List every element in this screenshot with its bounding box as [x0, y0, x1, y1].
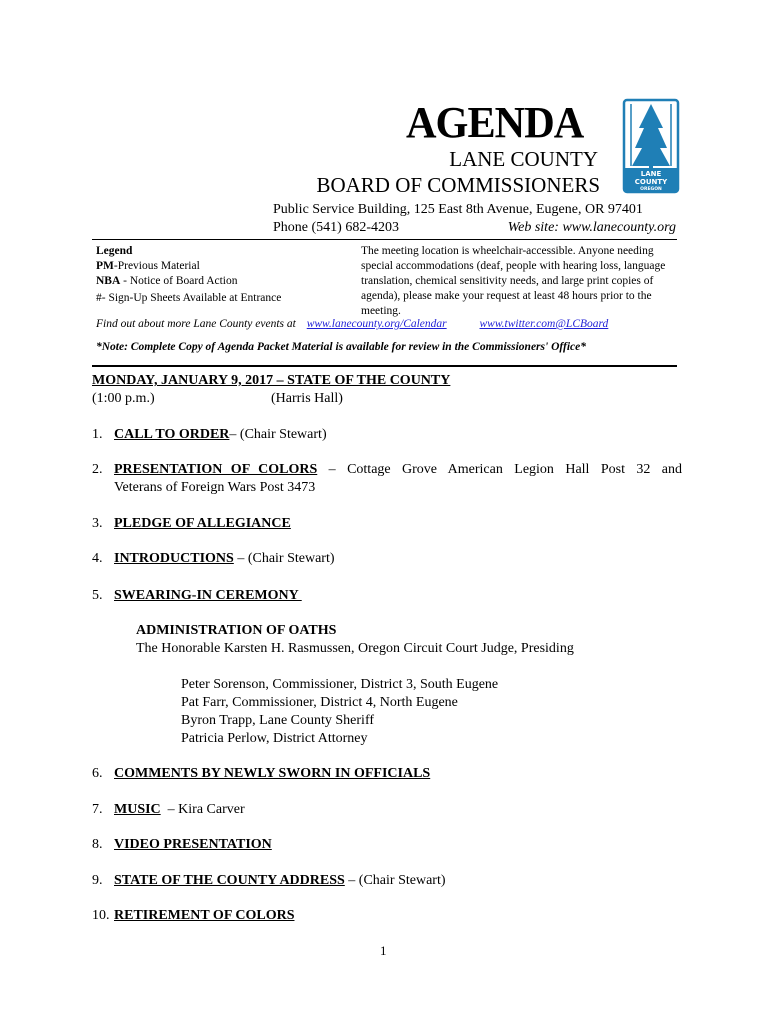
find-out-text: Find out about more Lane County events at — [96, 318, 296, 330]
official-entry: Pat Farr, Commissioner, District 4, North Eugene — [181, 695, 458, 710]
item-title: VIDEO PRESENTATION — [114, 837, 272, 852]
item-detail-continued: Veterans of Foreign Wars Post 3473 — [114, 480, 316, 495]
legend-heading: Legend — [96, 245, 133, 257]
oaths-presiding: The Honorable Karsten H. Rasmussen, Oregon Circuit Court Judge, Presiding — [136, 641, 574, 656]
item-number: 8. — [92, 837, 103, 852]
item-title: RETIREMENT OF COLORS — [114, 908, 295, 923]
events-line — [96, 318, 608, 330]
agenda-item-5 — [92, 587, 302, 605]
item-title: PRESENTATION OF COLORS — [114, 462, 318, 477]
item-number: 9. — [92, 873, 103, 888]
item-detail: – Cottage Grove American Legion Hall Post 32 and — [317, 462, 682, 477]
agenda-item-1 — [92, 426, 327, 444]
item-number: 1. — [92, 427, 103, 442]
legend-pm — [96, 259, 281, 274]
item-detail: – (Chair Stewart) — [344, 873, 446, 888]
legend-nba — [96, 274, 281, 289]
item-number: 6. — [92, 766, 103, 781]
logo-text-oregon: OREGON — [640, 187, 662, 192]
item-number: 10. — [92, 908, 110, 923]
item-number: 5. — [92, 588, 103, 603]
calendar-link[interactable]: www.lanecounty.org/Calendar — [306, 318, 447, 330]
legend-pm-abbr: PM — [96, 260, 114, 272]
agenda-item-2 — [92, 461, 682, 497]
lane-county-logo — [621, 98, 681, 194]
header-divider — [92, 239, 677, 240]
agenda-item-4 — [92, 550, 335, 568]
county-name: LANE COUNTY — [449, 147, 598, 171]
legend-nba-text: - Notice of Board Action — [120, 275, 238, 287]
accessibility-notice: The meeting location is wheelchair-accessible. Anyone needing special accommodations (deaf, people with hearing loss, language translation, chemical sensitivity needs, and large print copies of agenda), please make your request at least 48 hours prior to the meeting. — [361, 245, 666, 317]
legend — [96, 244, 281, 306]
item-detail: – (Chair Stewart) — [233, 551, 335, 566]
item-title: CALL TO ORDER — [114, 427, 230, 442]
agenda-item-10 — [92, 907, 294, 925]
item-detail: – Kira Carver — [160, 802, 245, 817]
agenda-item-3 — [92, 515, 291, 533]
building-address: Public Service Building, 125 East 8th Avenue, Eugene, OR 97401 — [273, 202, 643, 217]
item-title: INTRODUCTIONS — [114, 551, 234, 566]
agenda-title: AGENDA — [406, 98, 584, 147]
page-number: 1 — [380, 943, 387, 958]
item-title: SWEARING-IN CEREMONY — [114, 588, 302, 603]
agenda-item-6 — [92, 765, 430, 783]
legend-pm-text: -Previous Material — [113, 260, 200, 272]
website-text: Web site: www.lanecounty.org — [507, 220, 676, 235]
official-entry: Byron Trapp, Lane County Sheriff — [181, 713, 375, 728]
oaths-heading: ADMINISTRATION OF OATHS — [136, 623, 337, 638]
legend-nba-abbr: NBA — [96, 275, 121, 287]
item-title: STATE OF THE COUNTY ADDRESS — [114, 873, 345, 888]
meeting-location: (Harris Hall) — [271, 391, 343, 406]
agenda-item-7 — [92, 801, 245, 819]
logo-text-lane: LANE — [640, 170, 662, 178]
item-title: PLEDGE OF ALLEGIANCE — [114, 516, 291, 531]
official-entry: Peter Sorenson, Commissioner, District 3, South Eugene — [181, 677, 499, 692]
item-number: 3. — [92, 516, 103, 531]
phone-number: Phone (541) 682-4203 — [273, 220, 399, 235]
officials-list — [181, 676, 498, 748]
meeting-time: (1:00 p.m.) — [92, 391, 155, 406]
item-title: MUSIC — [114, 802, 161, 817]
item-number: 4. — [92, 551, 103, 566]
board-name: BOARD OF COMMISSIONERS — [316, 173, 600, 197]
packet-note: *Note: Complete Copy of Agenda Packet Material is available for review in the Commissioners' Office* — [96, 341, 586, 353]
note-divider — [92, 365, 677, 367]
item-number: 7. — [92, 802, 103, 817]
twitter-link[interactable]: www.twitter.com@LCBoard — [479, 318, 609, 330]
legend-signup: #- Sign-Up Sheets Available at Entrance — [96, 292, 282, 304]
item-detail: – (Chair Stewart) — [229, 427, 327, 442]
agenda-item-9 — [92, 872, 446, 890]
item-number: 2. — [92, 462, 103, 477]
item-title: COMMENTS BY NEWLY SWORN IN OFFICIALS — [114, 766, 431, 781]
agenda-item-8 — [92, 836, 272, 854]
logo-text-county: COUNTY — [634, 178, 668, 186]
official-entry: Patricia Perlow, District Attorney — [181, 731, 368, 746]
meeting-heading: MONDAY, JANUARY 9, 2017 – STATE OF THE COUNTY — [92, 373, 451, 388]
